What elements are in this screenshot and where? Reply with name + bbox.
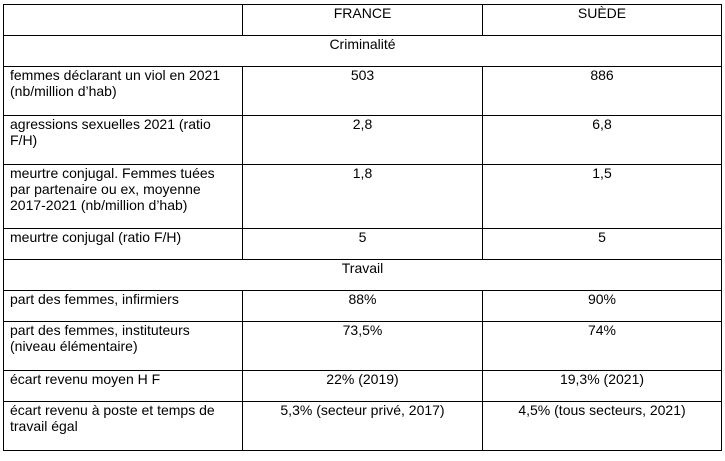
row-label: meurtre conjugal (ratio F/H) [4,229,243,260]
suede-value: 74% [483,322,722,371]
suede-value: 4,5% (tous secteurs, 2021) [483,402,722,451]
france-value: 88% [243,291,483,322]
france-value: 5 [243,229,483,260]
table-row [4,116,722,165]
section-row-criminalite [4,36,722,67]
table-row [4,229,722,260]
france-value: 22% (2019) [243,371,483,402]
section-title: Criminalité [4,36,722,67]
suede-value: 90% [483,291,722,322]
suede-value: 19,3% (2021) [483,371,722,402]
row-label: part des femmes, infirmiers [4,291,243,322]
france-value: 1,8 [243,165,483,229]
row-label: femmes déclarant un viol en 2021 (nb/million d’hab) [4,67,243,116]
table-row [4,67,722,116]
suede-value: 886 [483,67,722,116]
table-row [4,402,722,451]
france-value: 2,8 [243,116,483,165]
header-row [4,5,722,36]
table-row [4,371,722,402]
section-row-travail [4,260,722,291]
row-label: écart revenu à poste et temps de travail égal [4,402,243,451]
suede-value: 1,5 [483,165,722,229]
header-empty-cell [4,5,243,36]
france-value: 73,5% [243,322,483,371]
suede-value: 6,8 [483,116,722,165]
table-row [4,291,722,322]
table-row [4,165,722,229]
france-value: 503 [243,67,483,116]
suede-value: 5 [483,229,722,260]
section-title: Travail [4,260,722,291]
table-row [4,322,722,371]
france-value: 5,3% (secteur privé, 2017) [243,402,483,451]
comparison-table [3,4,722,451]
row-label: part des femmes, instituteurs (niveau élémentaire) [4,322,243,371]
header-france: FRANCE [243,5,483,36]
row-label: meurtre conjugal. Femmes tuées par partenaire ou ex, moyenne 2017-2021 (nb/million d’hab) [4,165,243,229]
row-label: agressions sexuelles 2021 (ratio F/H) [4,116,243,165]
header-suede: SUÈDE [483,5,722,36]
row-label: écart revenu moyen H F [4,371,243,402]
